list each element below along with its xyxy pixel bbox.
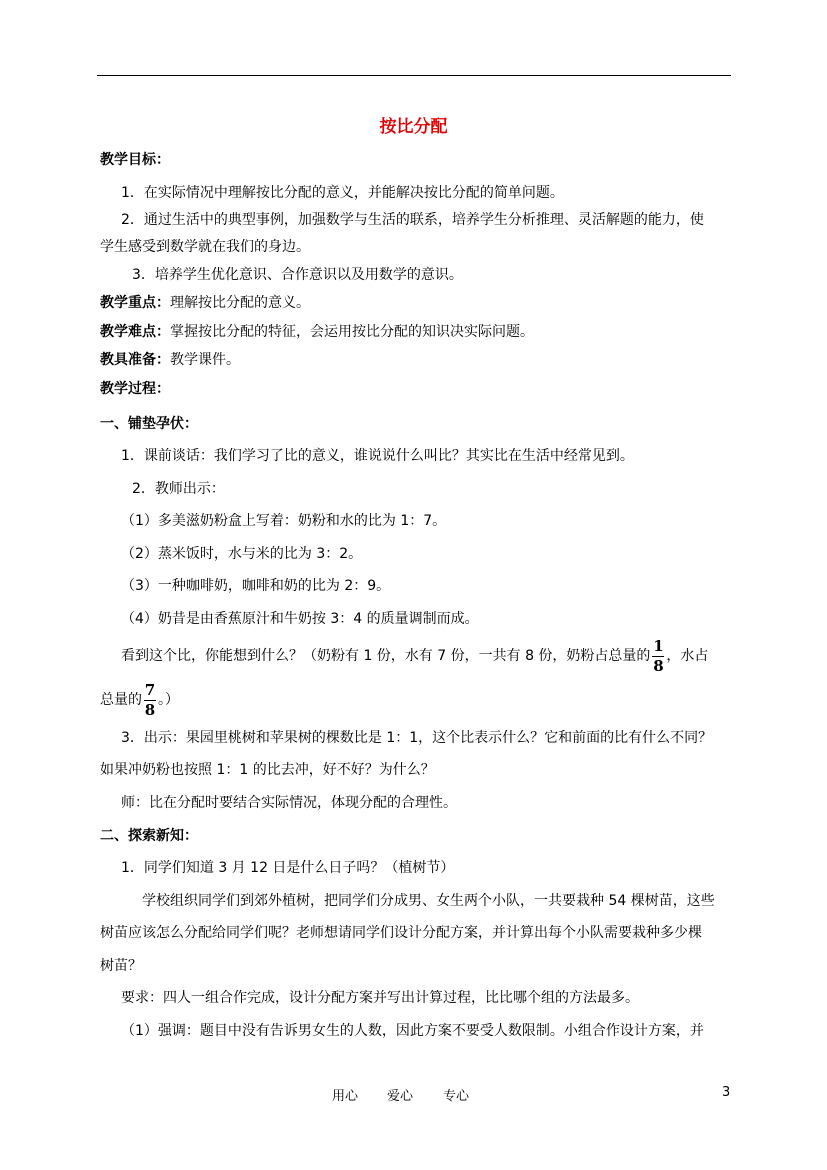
- key-label: 教学重点：: [100, 295, 170, 311]
- section-1-heading: 一、铺垫孕伏：: [100, 416, 198, 432]
- footer-motto-1: 用心: [332, 1089, 359, 1104]
- example-1: （1）多美滋奶粉盒上写着：奶粉和水的比为 1：7。: [121, 513, 447, 529]
- section-1-para-1: 1．课前谈话：我们学习了比的意义，谁说说什么叫比？其实比在生活中经常见到。: [121, 448, 634, 464]
- section-1-para-2: 2．教师出示：: [132, 481, 225, 497]
- teacher-note: 师：比在分配时要结合实际情况，体现分配的合理性。: [121, 795, 457, 811]
- difficulty-point: [100, 322, 534, 342]
- example-4: （4）奶昔是由香蕉原汁和牛奶按 3：4 的质量调制而成。: [121, 611, 479, 627]
- question-text-d: 。）: [158, 692, 179, 708]
- example-2: （2）蒸米饭时，水与米的比为 3：2。: [121, 546, 363, 562]
- section-1-para-3-line-2: 如果冲奶粉也按照 1：1 的比去冲，好不好？为什么？: [100, 762, 435, 778]
- goals-label: 教学目标：: [100, 152, 170, 168]
- question-text-c: 总量的: [100, 692, 142, 708]
- footer-motto-3: 专心: [443, 1089, 470, 1104]
- question-text-a: 看到这个比，你能想到什么？（奶粉有 1 份，水有 7 份，一共有 8 份，奶粉占总量的: [121, 648, 651, 664]
- emphasis-note: （1）强调：题目中没有告诉男女生的人数，因此方案不要受人数限制。小组合作设计方案，并: [121, 1023, 704, 1039]
- goal-1: 1．在实际情况中理解按比分配的意义，并能解决按比分配的简单问题。: [121, 185, 564, 201]
- footer-motto-2: 爱心: [387, 1089, 414, 1104]
- key-point: [100, 293, 310, 313]
- section-1-para-3-line-1: 3．出示：果园里桃树和苹果树的棵数比是 1：1，这个比表示什么？它和前面的比有什么不同？: [121, 730, 713, 746]
- fraction-seven-eighths: [144, 680, 156, 719]
- difficulty-text: 掌握按比分配的特征，会运用按比分配的知识决实际问题。: [170, 324, 534, 340]
- question-text-b: ，水占: [666, 648, 709, 664]
- question-line-2: [100, 680, 179, 720]
- section-2-para-1: 1．同学们知道 3 月 12 日是什么日子吗？（植树节）: [121, 860, 455, 876]
- section-2-para-2-line-3: 树苗？: [100, 958, 142, 974]
- requirement: 要求：四人一组合作完成，设计分配方案并写出计算过程，比比哪个组的方法最多。: [121, 990, 639, 1006]
- example-3: （3）一种咖啡奶，咖啡和奶的比为 2：9。: [121, 578, 391, 594]
- fraction-2-numerator: 7: [144, 680, 156, 699]
- process-label: 教学过程：: [100, 381, 170, 397]
- tools-point: [100, 350, 240, 370]
- goal-3: 3．培养学生优化意识、合作意识以及用数学的意识。: [132, 267, 463, 283]
- section-2-heading: 二、探索新知：: [100, 828, 198, 844]
- fraction-1-numerator: 1: [653, 636, 664, 655]
- key-text: 理解按比分配的意义。: [170, 295, 310, 311]
- fraction-2-denominator: 8: [144, 700, 156, 719]
- question-line-1: [121, 636, 708, 676]
- tools-label: 教具准备：: [100, 352, 170, 368]
- document-title: 按比分配: [379, 117, 448, 137]
- header-rule: [97, 75, 731, 76]
- page-number: 3: [722, 1085, 731, 1100]
- tools-text: 教学课件。: [170, 352, 240, 368]
- goal-2-line-2: 学生感受到数学就在我们的身边。: [100, 239, 310, 255]
- fraction-one-eighth: [652, 636, 664, 675]
- section-2-para-2-line-1: 学校组织同学们到郊外植树，把同学们分成男、女生两个小队，一共要栽种 54 棵树苗，这些: [142, 893, 715, 909]
- section-2-para-2-line-2: 树苗应该怎么分配给同学们呢？老师想请同学们设计分配方案，并计算出每个小队需要栽种多少棵: [100, 925, 702, 941]
- difficulty-label: 教学难点：: [100, 324, 170, 340]
- goal-2-line-1: 2．通过生活中的典型事例，加强数学与生活的联系，培养学生分析推理、灵活解题的能力，使: [121, 212, 704, 228]
- fraction-1-denominator: 8: [653, 656, 664, 675]
